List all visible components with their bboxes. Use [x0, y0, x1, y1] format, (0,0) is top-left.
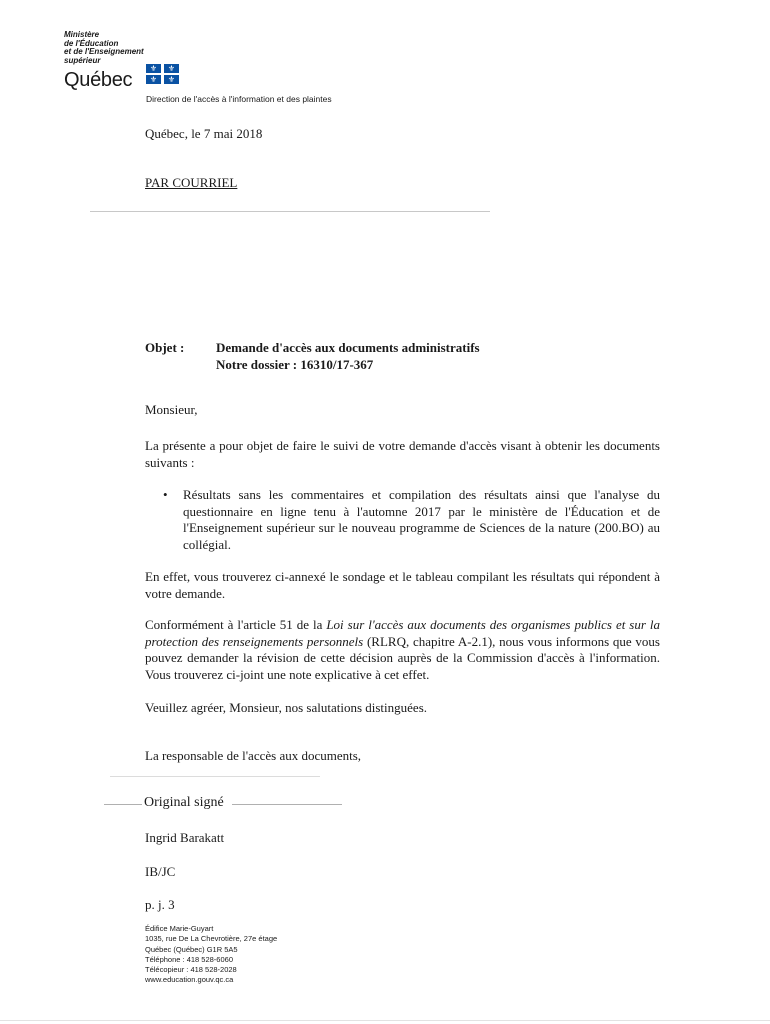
- address-line: Édifice Marie-Guyart: [145, 924, 214, 933]
- subject: [216, 340, 480, 373]
- text-run: Conformément à l'article 51 de la: [145, 617, 327, 632]
- signature-line: [232, 804, 342, 805]
- ministry-line: et de l'Enseignement: [64, 47, 144, 56]
- fleur-de-lis-icon: ⚜: [164, 75, 179, 84]
- text-run: (RLRQ, chapitre A-2.1), nous vous informons que vous pouvez demander la révision de cette décision auprès de la Commission d'accès à l'information. Vous trouverez ci-joint une note explicative à cet effet.: [145, 633, 660, 682]
- fleur-de-lis-icon: ⚜: [146, 64, 161, 73]
- requested-document-item: Résultats sans les commentaires et compilation des résultats ainsi que l'analyse du questionnaire en ligne tenu à l'automne 2017 par le ministère de l'Éducation et de l'Enseignement supérieur sur le nouveau programme de Sciences de la nature (200.BO) au collégial.: [183, 487, 660, 552]
- law-title: Loi sur l'accès aux documents des organismes publics et sur la protection des renseignements personnels: [145, 617, 660, 649]
- signer-name: Ingrid Barakatt: [145, 830, 225, 845]
- reference-initials: IB/JC: [145, 864, 176, 879]
- signatory-title: La responsable de l'accès aux documents,: [145, 748, 362, 763]
- quebec-flag-icon: [146, 64, 180, 86]
- ministry-line: supérieur: [64, 55, 101, 65]
- enclosures: p. j. 3: [145, 897, 175, 912]
- subject-line: Demande d'accès aux documents administratifs: [216, 340, 480, 355]
- fleur-de-lis-icon: ⚜: [164, 64, 179, 73]
- fleur-de-lis-icon: ⚜: [146, 75, 161, 84]
- salutation: Monsieur,: [145, 402, 198, 417]
- paragraph: La présente a pour objet de faire le suivi de votre demande d'accès visant à obtenir les documents suivants :: [145, 438, 660, 470]
- file-number: Notre dossier : 16310/17-367: [216, 356, 374, 372]
- address-line: Télécopieur : 418 528-2028: [145, 965, 237, 975]
- ministry-line: Ministère: [64, 30, 100, 39]
- quebec-wordmark: Québec: [64, 69, 133, 91]
- direction-name: Direction de l'accès à l'information et des plaintes: [146, 94, 332, 104]
- ministry-line: de l'Éducation: [64, 38, 119, 48]
- signature-line: [104, 804, 142, 805]
- bullet-icon: •: [163, 487, 168, 502]
- footer-address: [145, 924, 277, 986]
- paragraph-legal-notice: [145, 617, 660, 683]
- address-line: Québec (Québec) G1R 5A5: [145, 944, 238, 954]
- delivery-method: PAR COURRIEL: [145, 175, 238, 190]
- ministry-name: [64, 31, 144, 65]
- address-line: www.education.gouv.qc.ca: [145, 975, 234, 985]
- address-line: Téléphone : 418 528-6060: [145, 954, 233, 964]
- divider: [110, 776, 320, 777]
- signature-note: Original signé: [144, 795, 224, 810]
- paragraph: En effet, vous trouverez ci-annexé le sondage et le tableau compilant les résultats qui répondent à votre demande.: [145, 569, 660, 601]
- letter-date: Québec, le 7 mai 2018: [145, 126, 263, 141]
- divider: [0, 1020, 770, 1021]
- address-line: 1035, rue De La Chevrotière, 27e étage: [145, 934, 278, 944]
- divider: [90, 211, 490, 212]
- subject-label: Objet :: [145, 340, 185, 355]
- closing: Veuillez agréer, Monsieur, nos salutations distinguées.: [145, 700, 428, 715]
